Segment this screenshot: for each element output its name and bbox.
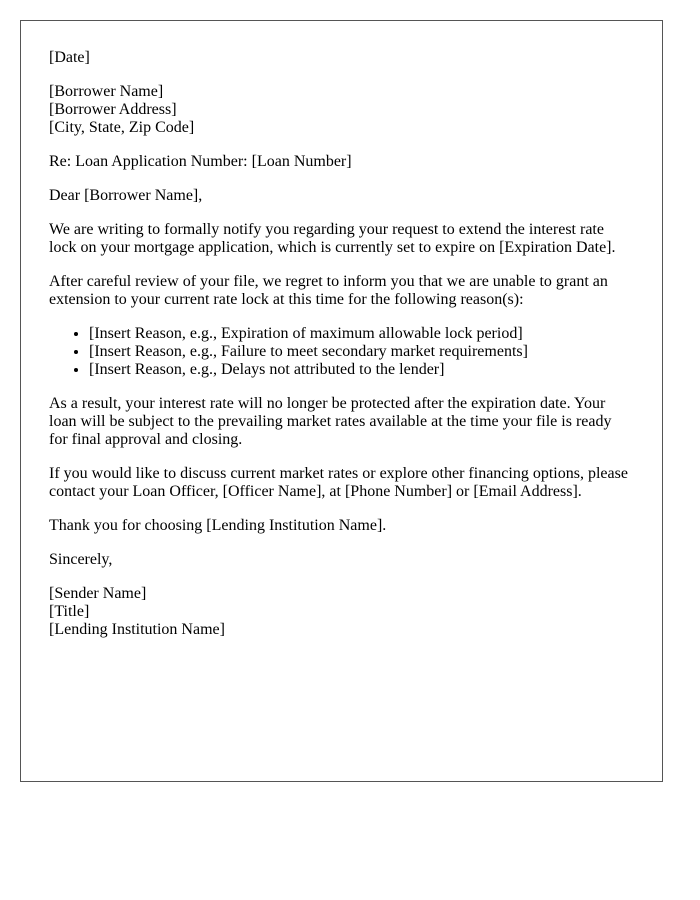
reason-item: • [Insert Reason, e.g., Delays not attributed to the lender] — [89, 361, 634, 379]
result-paragraph: As a result, your interest rate will no longer be protected after the expiration date. Your loan will be subject to the prevailing market rates available at the time your file is ready for final approval and closing. — [49, 395, 612, 448]
recipient-block — [49, 83, 634, 137]
letter-date: [Date] — [49, 49, 90, 66]
thanks-paragraph: Thank you for choosing [Lending Institution Name]. — [49, 517, 387, 534]
subject-line: Re: Loan Application Number: [Loan Number] — [49, 153, 352, 170]
decision-paragraph: After careful review of your file, we regret to inform you that we are unable to grant an extension to your current rate lock at this time for the following reason(s): — [49, 273, 608, 308]
letter-document — [20, 20, 663, 782]
sender-title: [Title] — [49, 603, 90, 620]
reason-item: • [Insert Reason, e.g., Expiration of maximum allowable lock period] — [89, 325, 634, 343]
closing: Sincerely, — [49, 551, 113, 568]
sender-name: [Sender Name] — [49, 585, 147, 602]
recipient-name: [Borrower Name] — [49, 83, 164, 100]
signature-block — [49, 585, 634, 639]
intro-paragraph: We are writing to formally notify you regarding your request to extend the interest rate lock on your mortgage application, which is currently set to expire on [Expiration Date]. — [49, 221, 616, 256]
recipient-address: [Borrower Address] — [49, 101, 177, 118]
sender-institution: [Lending Institution Name] — [49, 621, 225, 638]
salutation: Dear [Borrower Name], — [49, 187, 203, 204]
recipient-city-state-zip: [City, State, Zip Code] — [49, 119, 195, 136]
reason-item: • [Insert Reason, e.g., Failure to meet secondary market requirements] — [89, 343, 634, 361]
reasons-list — [49, 325, 634, 379]
contact-paragraph: If you would like to discuss current market rates or explore other financing options, please contact your Loan Officer, [Officer Name], at [Phone Number] or [Email Address]. — [49, 465, 628, 500]
